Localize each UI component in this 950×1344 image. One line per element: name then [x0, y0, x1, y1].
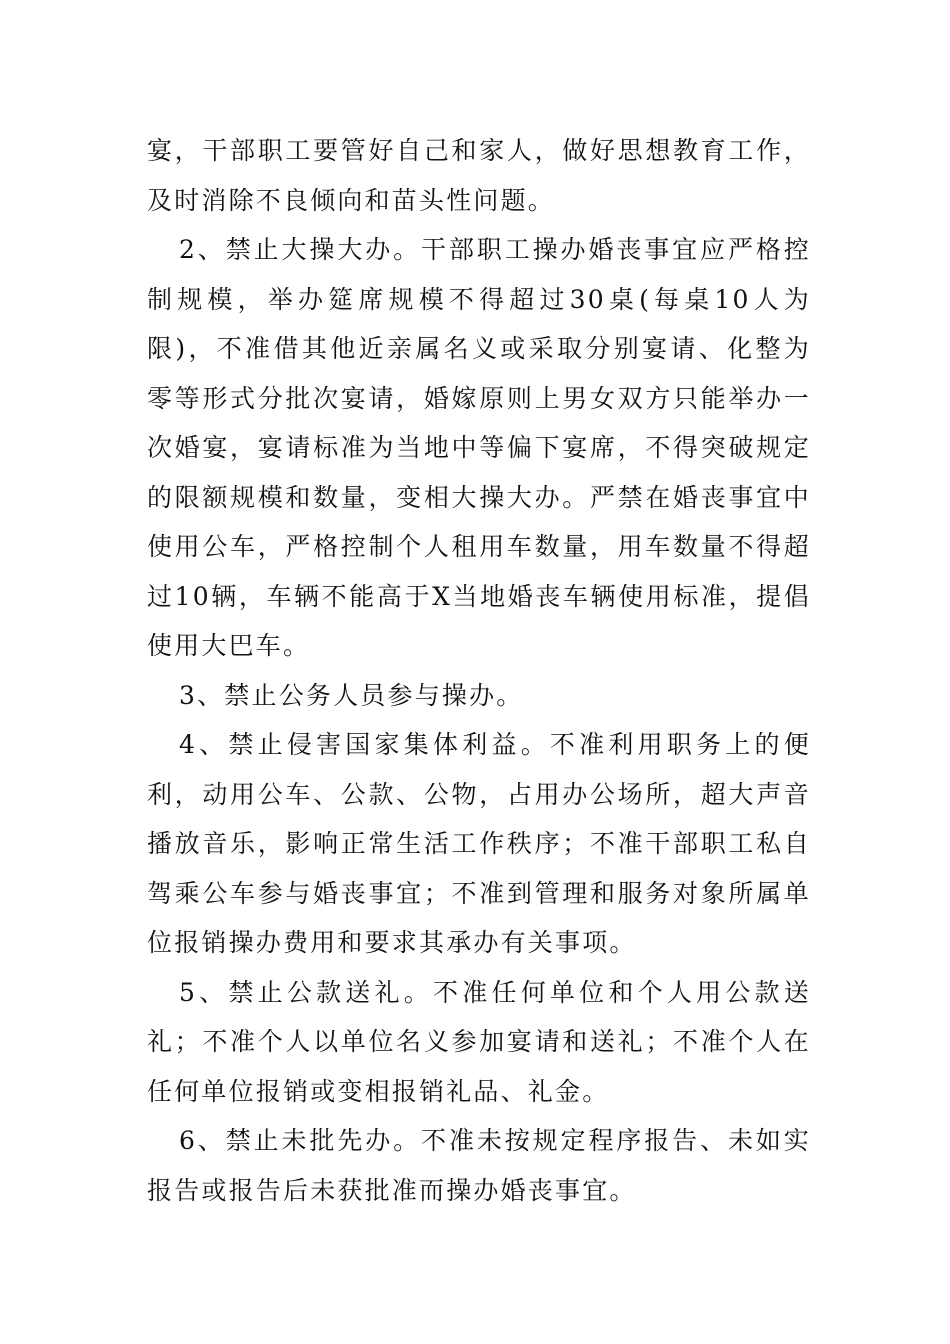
- paragraph-item-4: 4、禁止侵害国家集体利益。不准利用职务上的便利，动用公车、公款、公物，占用办公场所，超大声音播放音乐，影响正常生活工作秩序；不准干部职工私自驾乘公车参与婚丧事宜；不准到管理和服务对象所属单位报销操办费用和要求其承办有关事项。: [147, 730, 811, 957]
- document-body: [147, 126, 811, 1215]
- paragraph-item-6: 6、禁止未批先办。不准未按规定程序报告、未如实报告或报告后未获批准而操办婚丧事宜。: [147, 1126, 811, 1205]
- paragraph-item-5: 5、禁止公款送礼。不准任何单位和个人用公款送礼；不准个人以单位名义参加宴请和送礼；不准个人在任何单位报销或变相报销礼品、礼金。: [147, 977, 811, 1106]
- paragraph-item-2: 2、禁止大操大办。干部职工操办婚丧事宜应严格控制规模，举办筵席规模不得超过30桌(每桌10人为限)，不准借其他近亲属名义或采取分别宴请、化整为零等形式分批次宴请，婚嫁原则上男女双方只能举办一次婚宴，宴请标准为当地中等偏下宴席，不得突破规定的限额规模和数量，变相大操大办。严禁在婚丧事宜中使用公车，严格控制个人租用车数量，用车数量不得超过10辆，车辆不能高于X当地婚丧车辆使用标准，提倡使用大巴车。: [147, 235, 811, 660]
- paragraph-item-3: 3、禁止公务人员参与操办。: [179, 680, 524, 710]
- paragraph-continuation: 宴，干部职工要管好自己和家人，做好思想教育工作，及时消除不良倾向和苗头性问题。: [147, 136, 811, 215]
